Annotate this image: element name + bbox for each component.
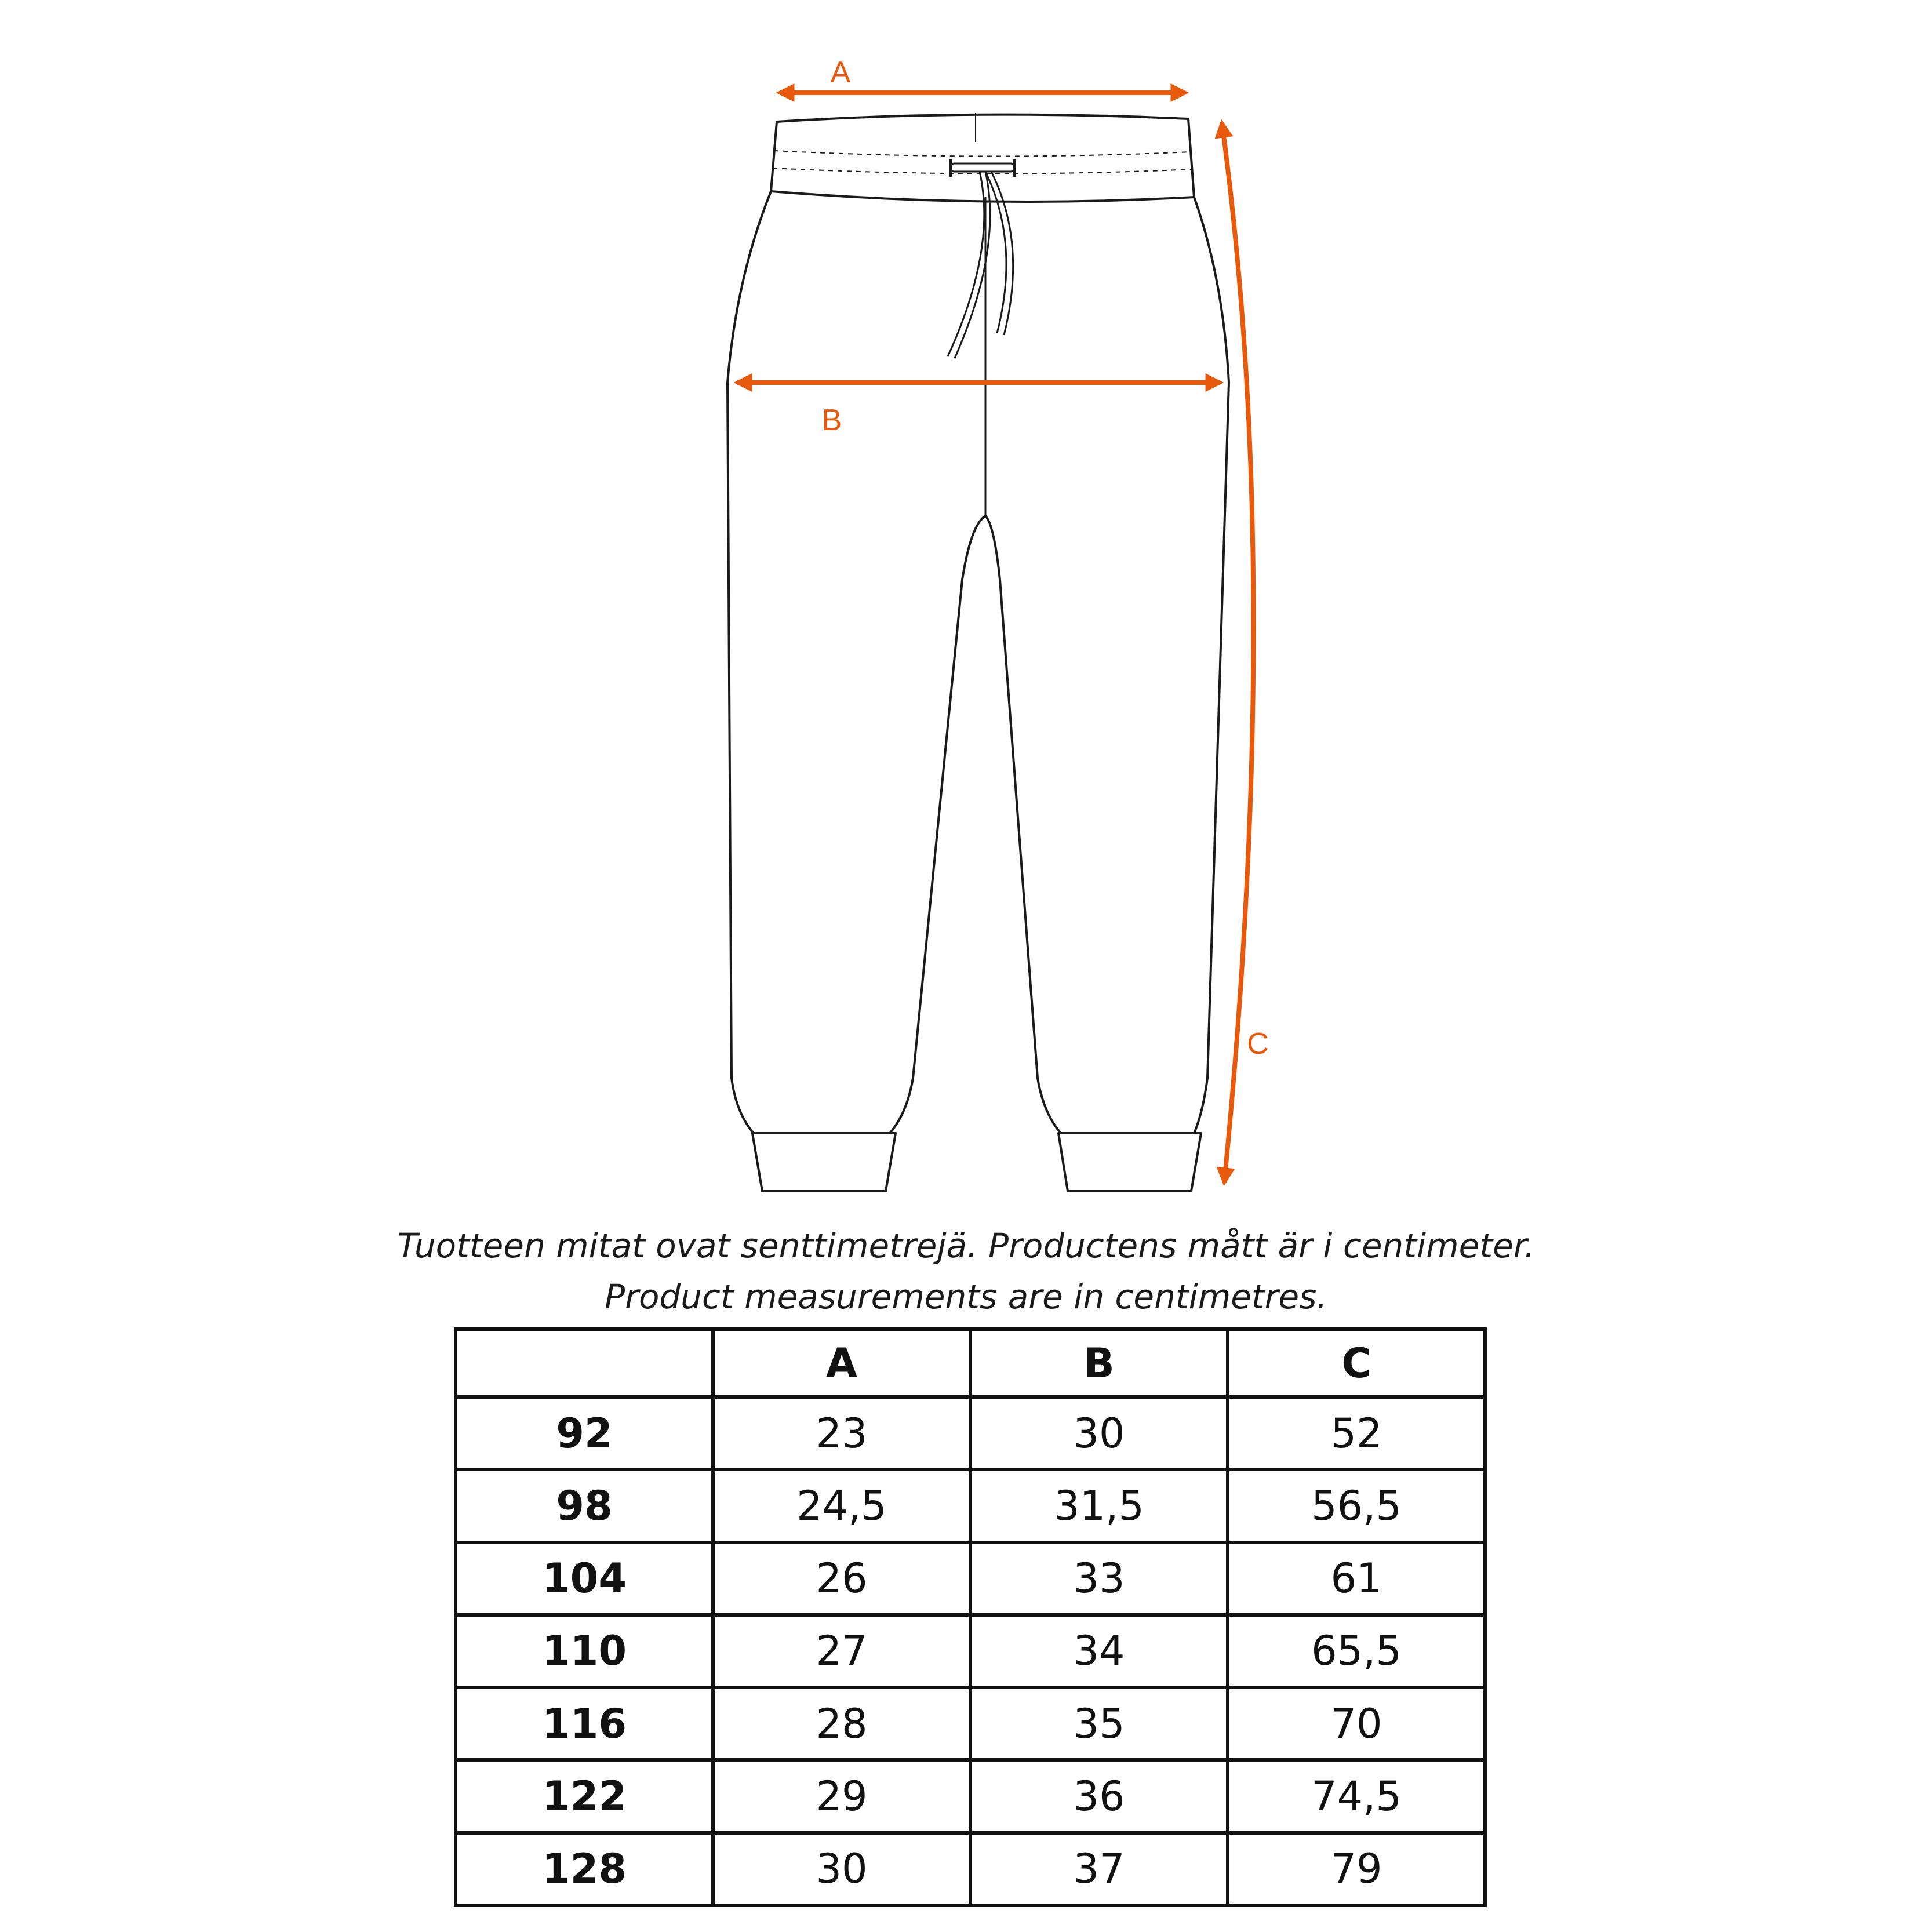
size-cell: 98 [456,1469,713,1542]
table-row [456,1687,1485,1760]
dimension-c-label: C [1247,1027,1269,1061]
table-row [456,1615,1485,1687]
value-a-cell: 26 [713,1542,970,1615]
table-row [456,1397,1485,1469]
value-a-cell: 28 [713,1687,970,1760]
value-c-cell: 70 [1228,1687,1485,1760]
value-a-cell: 30 [713,1833,970,1905]
value-b-cell: 35 [970,1687,1228,1760]
left-leg [727,191,985,1133]
value-a-cell: 27 [713,1615,970,1687]
value-b-cell: 31,5 [970,1469,1228,1542]
size-cell: 104 [456,1542,713,1615]
pants-outline [727,113,1229,1191]
waistband-stitch [774,151,1191,157]
value-b-cell: 34 [970,1615,1228,1687]
value-b-cell: 37 [970,1833,1228,1905]
value-b-cell: 36 [970,1760,1228,1832]
value-c-cell: 52 [1228,1397,1485,1469]
right-cuff [1058,1133,1201,1191]
table-row [456,1833,1485,1905]
value-c-cell: 61 [1228,1542,1485,1615]
value-c-cell: 74,5 [1228,1760,1485,1832]
header-a: A [713,1329,970,1397]
value-c-cell: 65,5 [1228,1615,1485,1687]
size-cell: 116 [456,1687,713,1760]
size-table [454,1327,1487,1907]
value-c-cell: 56,5 [1228,1469,1485,1542]
dimension-b-label: B [821,403,842,437]
left-cuff [752,1133,896,1191]
value-c-cell: 79 [1228,1833,1485,1905]
caption-line-2: Product measurements are in centimetres. [605,1277,1327,1316]
value-b-cell: 33 [970,1542,1228,1615]
size-cell: 92 [456,1397,713,1469]
value-a-cell: 24,5 [713,1469,970,1542]
table-row [456,1760,1485,1832]
table-row [456,1469,1485,1542]
dimension-a-label: A [830,56,851,89]
caption-line-1: Tuotteen mitat ovat senttimetrejä. Productens mått är i centimeter. [397,1226,1535,1265]
value-a-cell: 23 [713,1397,970,1469]
size-cell: 110 [456,1615,713,1687]
size-cell: 128 [456,1833,713,1905]
header-b: B [970,1329,1228,1397]
table-header-row [456,1329,1485,1397]
header-c: C [1228,1329,1485,1397]
right-leg [985,197,1229,1133]
dimension-c-arrow [1222,123,1254,1183]
value-b-cell: 30 [970,1397,1228,1469]
drawstring-toggle [951,163,1014,172]
table-row [456,1542,1485,1615]
header-size [456,1329,713,1397]
value-a-cell: 29 [713,1760,970,1832]
size-cell: 122 [456,1760,713,1832]
